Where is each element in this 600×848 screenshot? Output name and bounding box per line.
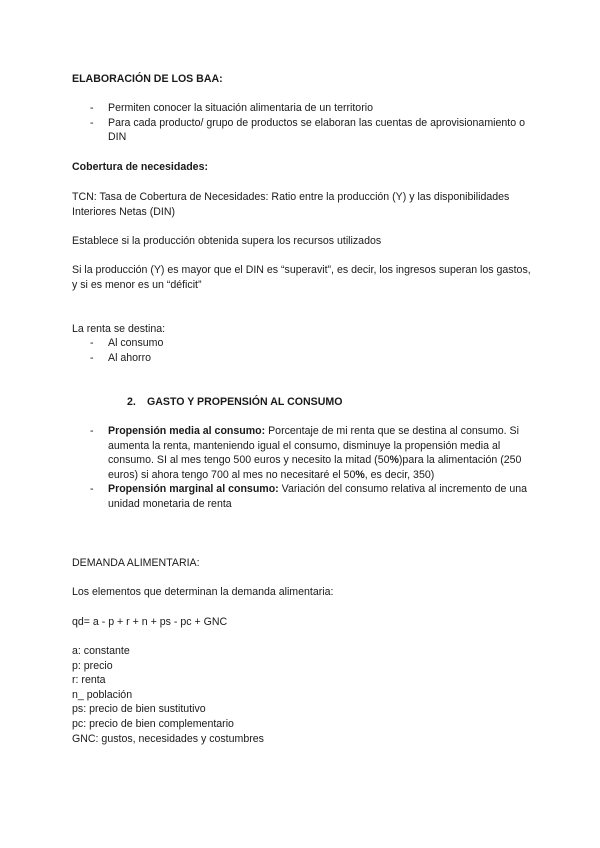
list-item: - Para cada producto/ grupo de productos se elaboran las cuentas de aprovisionamiento o DIN [72, 116, 532, 145]
renta-list [72, 336, 532, 365]
tcn-paragraph: TCN: Tasa de Cobertura de Necesidades: Ratio entre la producción (Y) y las disponibilidades Interiores Netas (DIN) [72, 191, 510, 218]
demanda-intro: Los elementos que determinan la demanda alimentaria: [72, 586, 334, 598]
definition-text: Porcentaje de mi renta que se destina al consumo. Si aumenta la renta, manteniendo igual el consumo, disminuye la propensión media al consumo. SI al mes tengo 500 euros y necesito la mitad (50 [108, 425, 519, 467]
heading-elaboracion-baa: ELABORACIÓN DE LOS BAA: [72, 73, 223, 85]
demand-formula: qd= a - p + r + n + ps - pc + GNC [72, 616, 228, 628]
definition-item: n_ población [72, 688, 133, 701]
list-item: - Al consumo [72, 336, 532, 351]
term-propension-marginal: Propensión marginal al consumo: [108, 483, 279, 496]
definition-item: GNC: gustos, necesidades y costumbres [72, 732, 264, 745]
list-item [72, 482, 532, 511]
list-item: - Permiten conocer la situación alimentaria de un territorio [72, 101, 532, 116]
establece-paragraph: Establece si la producción obtenida supera los recursos utilizados [72, 235, 382, 247]
superavit-paragraph: Si la producción (Y) es mayor que el DIN es “superavit”, es decir, los ingresos superan los gastos, y si es menor es un “déficit” [72, 264, 531, 291]
definitions-list [72, 644, 532, 746]
definition-item: a: constante [72, 645, 130, 657]
percent-sign: % [389, 454, 399, 467]
heading-gasto-propension [127, 395, 342, 410]
term-propension-media: Propensión media al consumo: [108, 425, 266, 437]
section-title: GASTO Y PROPENSIÓN AL CONSUMO [147, 396, 343, 408]
definition-item: r: renta [72, 674, 106, 687]
definition-text: )para la alimentación (250 euros) si ahora tengo 700 al mes no necesitaré el 50 [108, 454, 522, 481]
definition-item: p: precio [72, 659, 113, 672]
propension-list [72, 424, 532, 512]
renta-intro: La renta se destina: [72, 323, 166, 335]
definition-item: pc: precio de bien complementario [72, 717, 234, 730]
definition-text: Variación del consumo relativa al incremento de una unidad monetaria de renta [108, 483, 528, 510]
heading-demanda-alimentaria: DEMANDA ALIMENTARIA: [72, 557, 200, 569]
list-item [72, 424, 532, 482]
definition-item: ps: precio de bien sustitutivo [72, 703, 206, 716]
heading-cobertura-necesidades: Cobertura de necesidades: [72, 161, 208, 173]
section-number: 2. [127, 396, 136, 408]
list-item: - Al ahorro [72, 351, 532, 366]
percent-sign: % [355, 468, 365, 481]
baa-list [72, 101, 532, 145]
definition-text: , es decir, 350) [364, 468, 435, 481]
